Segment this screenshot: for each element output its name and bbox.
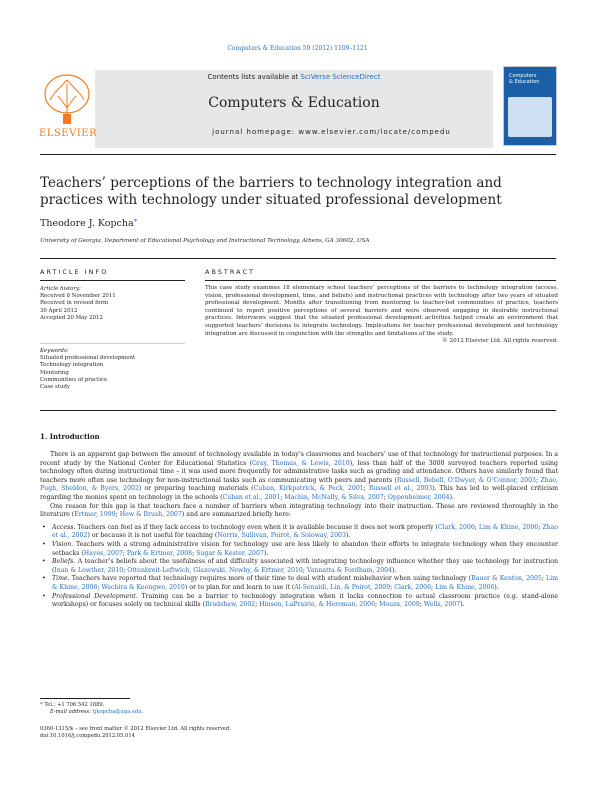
footnote-email-line xyxy=(40,709,143,716)
issn-line: 0360-1315/$ – see front matter © 2012 Elsevier Ltd. All rights reserved. xyxy=(40,726,231,732)
body-text: ) and are summarized briefly here: xyxy=(181,511,292,519)
body-text: ; xyxy=(192,549,197,557)
body-text: ). This has led to well-placed criticism regarding the monies spent on technology in the schools ( xyxy=(40,485,558,501)
body-text: ; xyxy=(97,583,102,591)
article-history xyxy=(40,286,190,322)
body-text: ; xyxy=(419,601,424,609)
citation-link[interactable]: Clark, 2006 xyxy=(394,583,432,591)
author-footnote-mark[interactable]: * xyxy=(133,218,138,226)
history-item: 30 April 2012 xyxy=(40,307,78,314)
citation-link[interactable]: Clark, 2006 xyxy=(437,523,475,531)
journal-homepage[interactable]: journal homepage: www.elsevier.com/locate/compedu xyxy=(212,128,451,136)
list-item-label: Beliefs. xyxy=(52,558,76,566)
citation-link[interactable]: Russell, Bebell, O’Dwyer, & O’Connor, 2003 xyxy=(396,476,536,484)
citation-link[interactable]: Cuban, Kirkpatrick, & Peck, 2001 xyxy=(253,485,364,493)
section-heading-introduction: 1. Introduction xyxy=(40,432,100,441)
body-text: There is an apparent gap between the amount of technology available in today’s classrooms and teachers’ use of that technology for instructional purposes. In a recent study by the National Center for Educational Statistics ( xyxy=(40,451,558,467)
citation-link[interactable]: Russell et al., 2003 xyxy=(368,485,433,493)
doi-line[interactable]: doi:10.1016/j.compedu.2012.05.014 xyxy=(40,733,135,739)
citation-link[interactable]: Bauer & Kenton, 2005 xyxy=(471,575,542,583)
body-text: ; xyxy=(363,485,369,493)
body-text: ; xyxy=(538,523,543,531)
list-item-label: Time. xyxy=(52,575,70,583)
footnote-mark: * xyxy=(40,702,43,708)
barrier-list xyxy=(40,524,558,610)
citation-link[interactable]: Wells, 2007 xyxy=(423,601,461,609)
body-text: ). xyxy=(460,601,465,609)
body-text: ). xyxy=(449,493,454,501)
citation-link[interactable]: Norris, Sullivan, Poirot, & Soloway, 2003 xyxy=(217,532,346,540)
cover-artwork xyxy=(508,97,552,137)
article-info-heading: ARTICLE INFO xyxy=(40,268,109,276)
body-text: ; xyxy=(383,493,388,501)
body-text: ; xyxy=(375,601,380,609)
citation-link[interactable]: Cuban et al., 2001 xyxy=(222,493,281,501)
keyword-item: Situated professional development xyxy=(40,355,136,362)
citation-link[interactable]: Ottenbreit-Leftwich, Glazewski, Newby, & Ertmer, 2010 xyxy=(127,566,303,574)
header-divider xyxy=(40,154,556,155)
citation-link[interactable]: Wachira & Keengwe, 2010 xyxy=(101,583,185,591)
citation-link[interactable]: Hinson, LaPrairie, & Heroman, 2006 xyxy=(259,601,376,609)
body-text: ; xyxy=(302,566,307,574)
footnote-email-link[interactable]: tjkopcha@uga.edu. xyxy=(92,709,144,715)
keyword-item: Mentoring xyxy=(40,369,69,376)
body-text: ; xyxy=(280,493,285,501)
footnote-tel: Tel.: +1 706 542 1889. xyxy=(42,702,105,708)
body-text: ; xyxy=(535,476,541,484)
contents-line xyxy=(95,73,493,81)
citation-link[interactable]: Lim & Khine, 2006 xyxy=(52,575,558,591)
citation-link[interactable]: Lim & Khine, 2006 xyxy=(478,523,539,531)
introduction-body xyxy=(40,451,558,610)
citation-link[interactable]: Bradshaw, 2002 xyxy=(204,601,256,609)
body-text: ; xyxy=(122,549,127,557)
intro-paragraph-2 xyxy=(40,503,558,520)
citation-link[interactable]: Zhao et al., 2002 xyxy=(52,523,559,540)
citation-link[interactable]: Al-Senaidi, Lin, & Poirot, 2009 xyxy=(294,583,391,591)
author-line xyxy=(40,218,137,229)
copyright-notice: © 2012 Elsevier Ltd. All rights reserved. xyxy=(442,338,558,345)
body-text: ) or because it is not useful for teaching ( xyxy=(87,532,218,540)
body-text: Training can be a barrier to technology integration when it lacks connection to actual classroom practice (e.g. stand-alone workshops) or focuses solely on technical skills ( xyxy=(52,592,559,609)
body-text: A teacher’s beliefs about the usefulness of and difficulty associated with integrating technology influence whether they use technology for instruction ( xyxy=(52,558,558,574)
body-text: ; xyxy=(431,583,436,591)
body-text: ; xyxy=(390,583,395,591)
citation-link[interactable]: Lim & Khine, 2006 xyxy=(435,583,495,591)
keyword-item: Communities of practice xyxy=(40,376,108,383)
keywords-label: Keywords: xyxy=(40,348,69,354)
body-text: ; xyxy=(474,523,479,531)
list-item xyxy=(48,558,558,575)
abstract-heading: ABSTRACT xyxy=(205,268,255,276)
abstract-bottom-rule xyxy=(40,410,556,411)
history-item: Accepted 20 May 2012 xyxy=(40,314,103,321)
list-item xyxy=(48,593,558,610)
history-item: Received in revised form xyxy=(40,300,109,307)
list-item xyxy=(48,541,558,558)
paper-title: Teachers’ perceptions of the barriers to technology integration and practices with technology under situated professional development xyxy=(40,175,502,208)
author-name: Theodore J. Kopcha xyxy=(40,218,134,229)
body-text: ). xyxy=(494,583,499,591)
journal-cover-image xyxy=(503,66,557,146)
citation-link[interactable]: Machin, McNally, & Silva, 2007 xyxy=(284,493,384,501)
cover-title-line1: Computers xyxy=(509,73,537,79)
list-item-label: Vision. xyxy=(52,540,74,548)
keywords-list xyxy=(40,348,190,391)
body-text: ) or preparing teaching materials ( xyxy=(138,485,254,493)
citation-link[interactable]: Vannatta & Fordham, 2004 xyxy=(306,566,393,574)
citation-link[interactable]: Mouza, 2009 xyxy=(379,601,420,609)
body-text: ). xyxy=(263,549,269,557)
history-label: Article history: xyxy=(40,286,81,292)
citation-link[interactable]: Gray, Thomas, & Lewis, 2010 xyxy=(251,459,350,467)
body-text: Teachers can feel as if they lack access to technology even when it is available because it does not work properly ( xyxy=(75,523,438,531)
author-affiliation: University of Georgia, Department of Educational Psychology and Instructional Technology, Athens, GA 30602, USA xyxy=(40,238,370,244)
body-text: ; xyxy=(115,511,120,519)
contents-prefix: Contents lists available at xyxy=(207,73,301,81)
cover-title-line2: & Education xyxy=(509,79,540,85)
abstract-body xyxy=(205,285,558,346)
sciencedirect-link[interactable]: SciVerse ScienceDirect xyxy=(300,73,381,81)
list-item-label: Access. xyxy=(52,523,76,531)
body-text: ) or to plan for and learn to use it ( xyxy=(184,583,295,591)
list-item xyxy=(48,524,558,541)
citation-link[interactable]: Sugar & Kester, 2007 xyxy=(196,549,264,557)
keyword-item: Technology integration xyxy=(40,362,104,369)
article-info-rule xyxy=(40,280,185,281)
history-item: Received 8 November 2011 xyxy=(40,293,116,300)
citation-link[interactable]: Oppenheimer, 2004 xyxy=(387,493,450,501)
journal-title: Computers & Education xyxy=(208,95,380,111)
body-text: ; xyxy=(541,575,547,583)
citation-link[interactable]: Hew & Brush, 2007 xyxy=(119,511,182,519)
body-text: ; xyxy=(123,566,128,574)
body-text: Teachers have reported that technology requires more of their time to deal with student misbehavior when using technology ( xyxy=(69,575,472,583)
citation-link[interactable]: Ertmer, 1999 xyxy=(74,511,116,519)
history-divider xyxy=(40,343,185,344)
footnote-rule xyxy=(40,698,130,699)
abstract-text: This case study examines 18 elementary school teachers’ perceptions of the barriers to technology integration (access, vision, professional development, time, and beliefs) and instructional practices with technology after two years of situated professional development. Months after transitioning from mentoring to teacher-led communities of practice, teachers continued to report positive perceptions of several barriers and were observed engaging in desirable instructional practices. Interviews suggest that the situated professional development activities helped create an environment that supported teachers’ decisions to integrate technology. Implications for teacher professional development and technology integration are discussed in conjunction with the strengths and limitations of the study. xyxy=(205,285,558,337)
footnote-tel-line xyxy=(40,702,143,709)
citation-link[interactable]: Hayes, 2007 xyxy=(83,549,123,557)
list-item xyxy=(48,575,558,592)
journal-citation[interactable]: Computers & Education 59 (2012) 1109–1121 xyxy=(227,45,368,52)
body-text: One reason for this gap is that teachers face a number of barriers when integrating technology into their instruction. These are reviewed thoroughly in the literature ( xyxy=(40,502,558,519)
citation-link[interactable]: Park & Ertmer, 2008 xyxy=(126,549,193,557)
body-text: ; xyxy=(255,601,260,609)
body-text: ). xyxy=(392,566,397,574)
footnote-email-label: E-mail address: xyxy=(50,709,93,715)
issn-doi-block xyxy=(40,726,231,740)
list-item-label: Professional Development. xyxy=(52,592,138,600)
keyword-item: Case study xyxy=(40,384,70,391)
author-footnote xyxy=(40,702,143,716)
elsevier-wordmark: ELSEVIER xyxy=(39,128,98,139)
abstract-rule xyxy=(205,280,556,281)
body-text: ), less than half of the 3000 surveyed teachers reported using technology often during instructional time – it was used more frequently for administrative tasks such as grading and attendance. Others have similarly found that teachers more often use technology for non-instructional tasks such as communicating with peers and parents ( xyxy=(40,459,558,484)
title-divider xyxy=(40,258,556,259)
citation-link[interactable]: Inan & Lowther, 2010 xyxy=(54,566,124,574)
body-text: Teachers with a strong administrative vision for technology use are less likely to abandon their efforts to integrate technology when they encounter setbacks ( xyxy=(52,540,558,557)
intro-paragraph-1 xyxy=(40,451,558,503)
citation-link[interactable]: Zhao, Pugh, Sheldon, & Byers, 2002 xyxy=(40,476,558,493)
body-text: ). xyxy=(345,532,351,540)
